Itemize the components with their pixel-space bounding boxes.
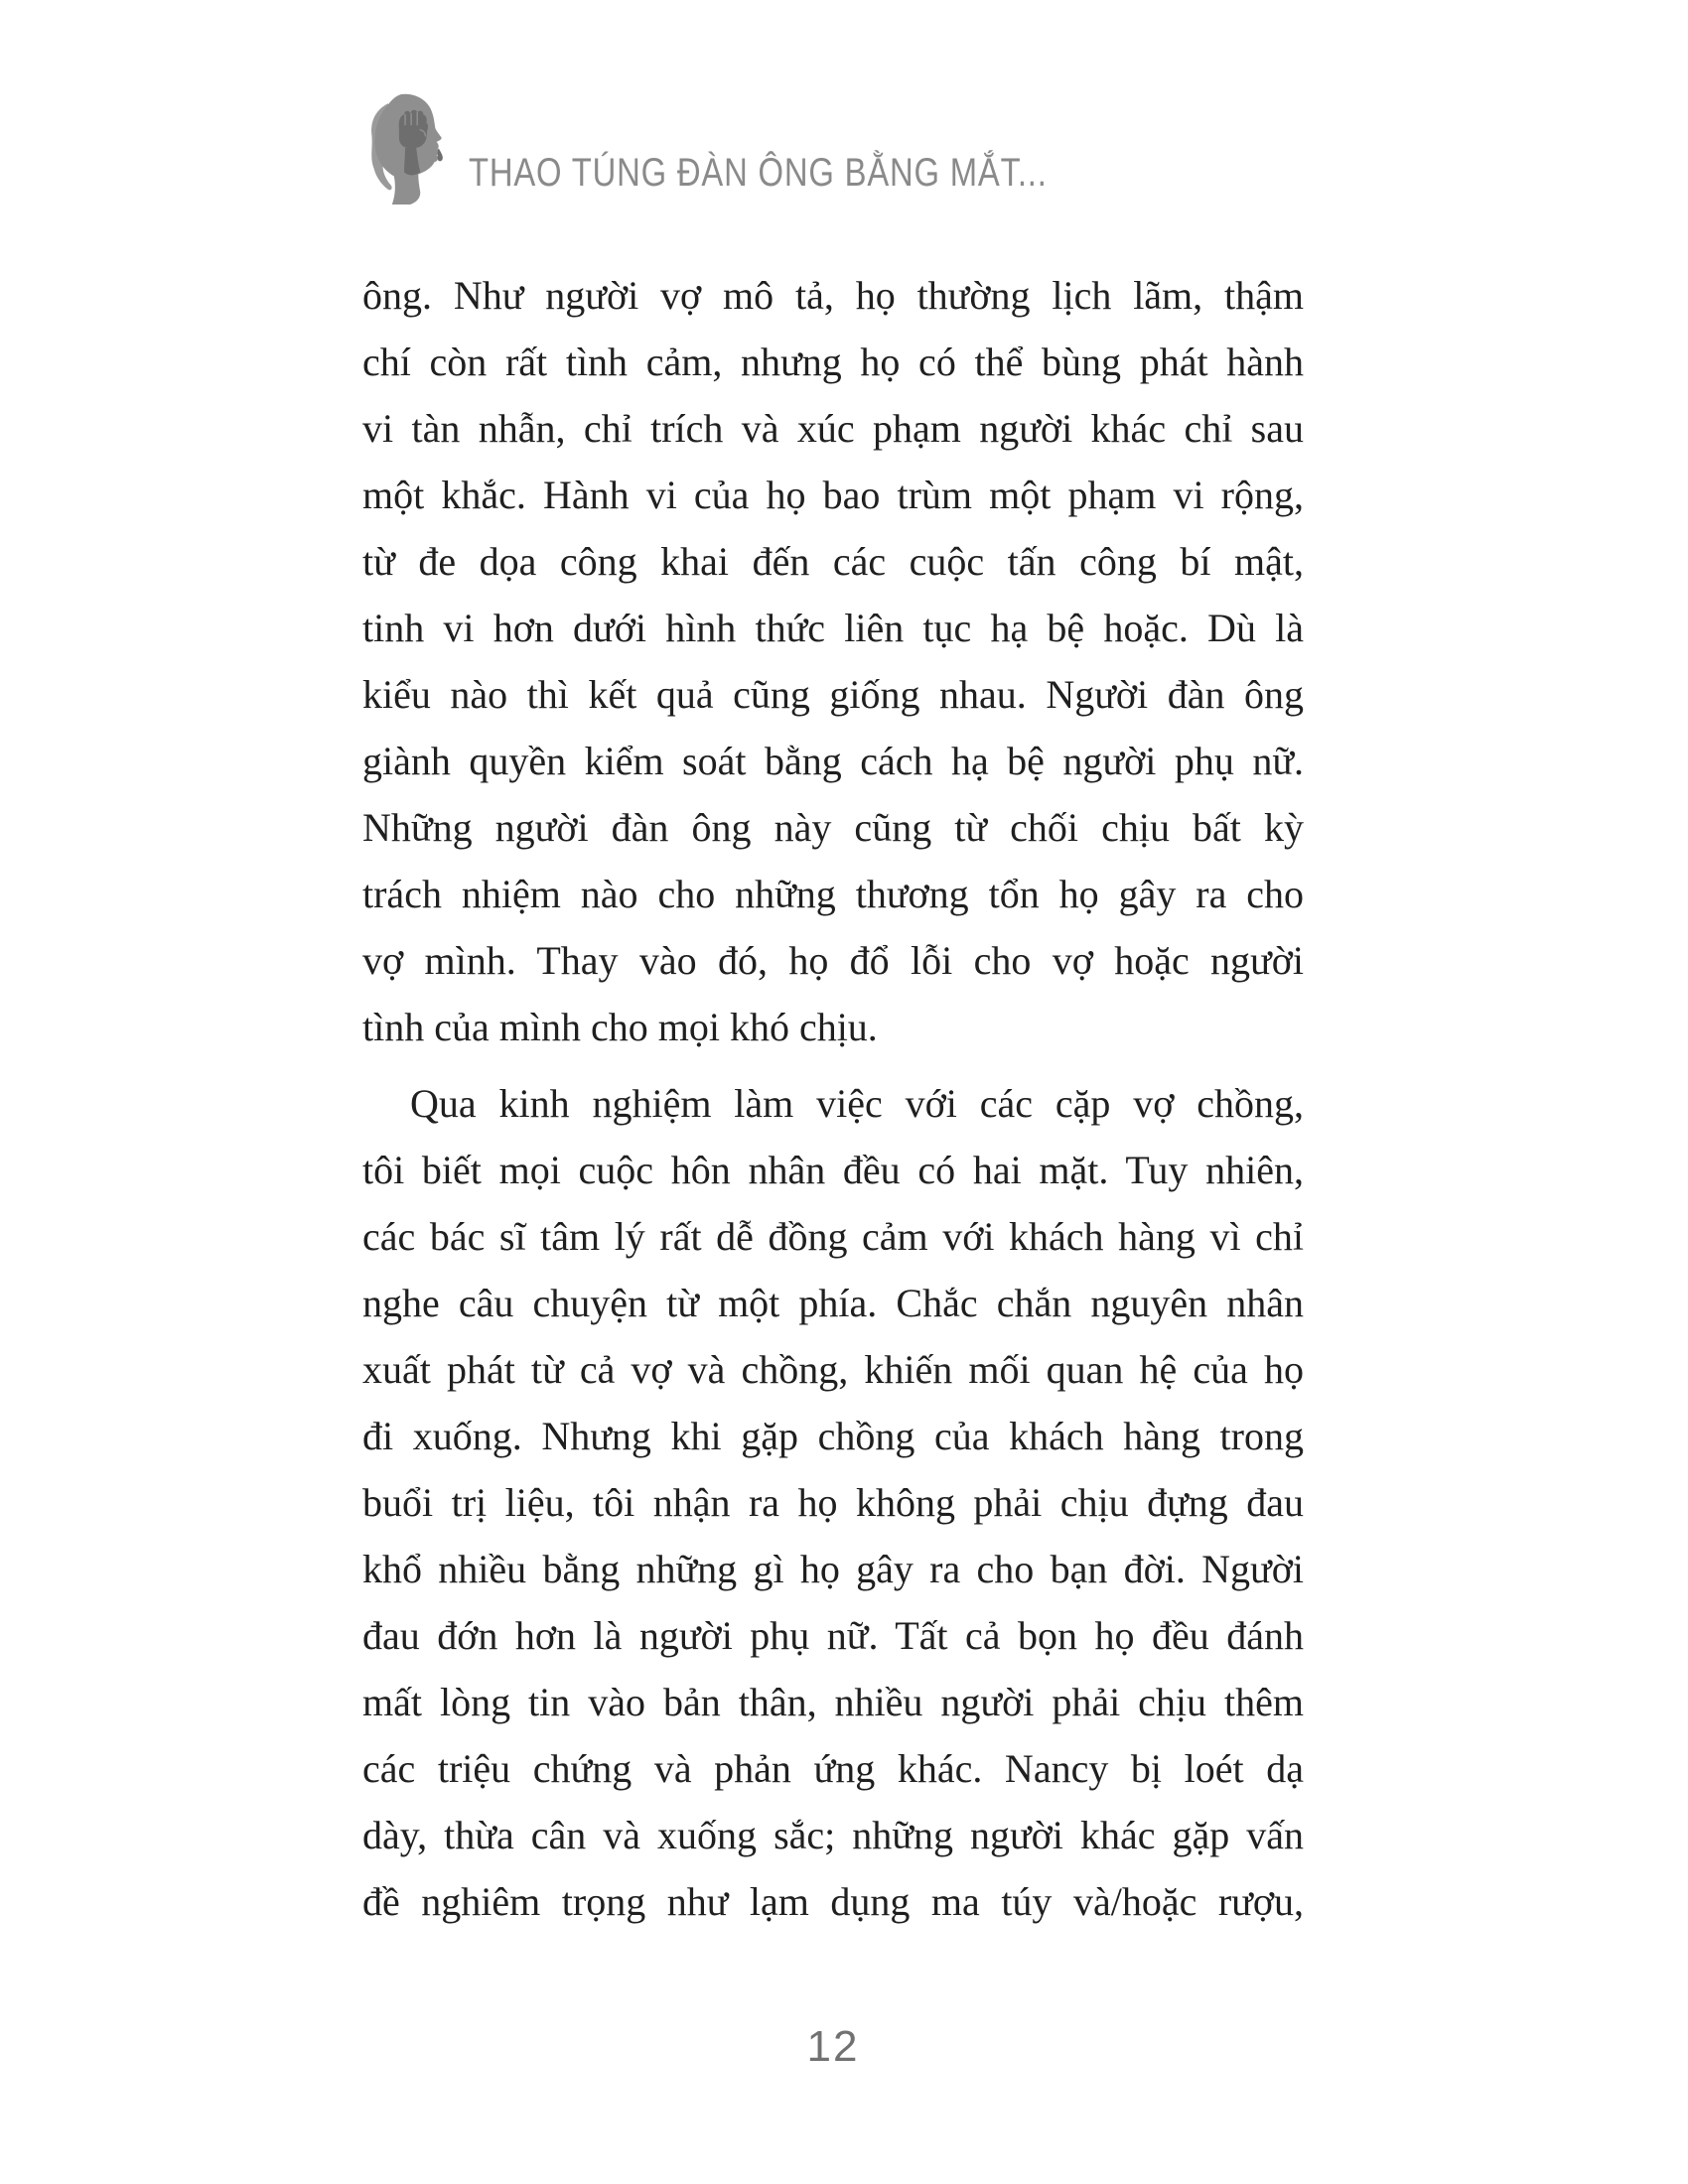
text-line: các triệu chứng và phản ứng khác. Nancy bị loét dạ <box>362 1746 1304 1791</box>
text-line: đề nghiêm trọng như lạm dụng ma túy và/hoặc rượu, <box>362 1879 1304 1924</box>
text-line: giành quyền kiểm soát bằng cách hạ bệ người phụ nữ. <box>362 739 1304 783</box>
text-line: chí còn rất tình cảm, nhưng họ có thể bùng phát hành <box>362 340 1304 384</box>
text-line: ông. Như người vợ mô tả, họ thường lịch lãm, thậm <box>362 273 1304 318</box>
text-line: từ đe dọa công khai đến các cuộc tấn công bí mật, <box>362 539 1304 584</box>
text-line: Qua kinh nghiệm làm việc với các cặp vợ chồng, <box>410 1081 1304 1126</box>
text-line: đi xuống. Nhưng khi gặp chồng của khách hàng trong <box>362 1414 1304 1458</box>
paragraph-2 <box>362 1070 1304 1935</box>
text-line: tôi biết mọi cuộc hôn nhân đều có hai mặt. Tuy nhiên, <box>362 1148 1304 1192</box>
text-line: xuất phát từ cả vợ và chồng, khiến mối quan hệ của họ <box>362 1347 1304 1392</box>
text-line: buổi trị liệu, tôi nhận ra họ không phải chịu đựng đau <box>362 1480 1304 1525</box>
text-line: tinh vi hơn dưới hình thức liên tục hạ bệ hoặc. Dù là <box>362 606 1304 650</box>
text-line: tình của mình cho mọi khó chịu. <box>362 1005 878 1049</box>
text-line: mất lòng tin vào bản thân, nhiều người phải chịu thêm <box>362 1680 1304 1724</box>
text-line: nghe câu chuyện từ một phía. Chắc chắn nguyên nhân <box>362 1281 1304 1325</box>
woman-profile-fist-logo <box>353 91 455 205</box>
text-block <box>362 262 1304 1935</box>
text-line: vi tàn nhẫn, chỉ trích và xúc phạm người khác chỉ sau <box>362 406 1304 451</box>
text-line: các bác sĩ tâm lý rất dễ đồng cảm với khách hàng vì chỉ <box>362 1214 1304 1259</box>
text-line: trách nhiệm nào cho những thương tổn họ gây ra cho <box>362 872 1304 916</box>
text-line: một khắc. Hành vi của họ bao trùm một phạm vi rộng, <box>362 473 1304 517</box>
fist-icon <box>399 110 428 148</box>
page-number: 12 <box>806 2022 860 2071</box>
text-line: khổ nhiều bằng những gì họ gây ra cho bạn đời. Người <box>362 1547 1304 1591</box>
teardrop-shape <box>438 148 443 161</box>
running-header-title: THAO TÚNG ĐÀN ÔNG BẰNG MẮT... <box>469 151 1048 195</box>
text-line: vợ mình. Thay vào đó, họ đổ lỗi cho vợ hoặc người <box>362 938 1304 983</box>
text-line: kiểu nào thì kết quả cũng giống nhau. Người đàn ông <box>362 672 1304 717</box>
text-line: Những người đàn ông này cũng từ chối chịu bất kỳ <box>362 805 1304 850</box>
text-line: dày, thừa cân và xuống sắc; những người khác gặp vấn <box>362 1813 1304 1857</box>
paragraph-1 <box>362 262 1304 1060</box>
text-line: đau đớn hơn là người phụ nữ. Tất cả bọn họ đều đánh <box>362 1613 1304 1658</box>
